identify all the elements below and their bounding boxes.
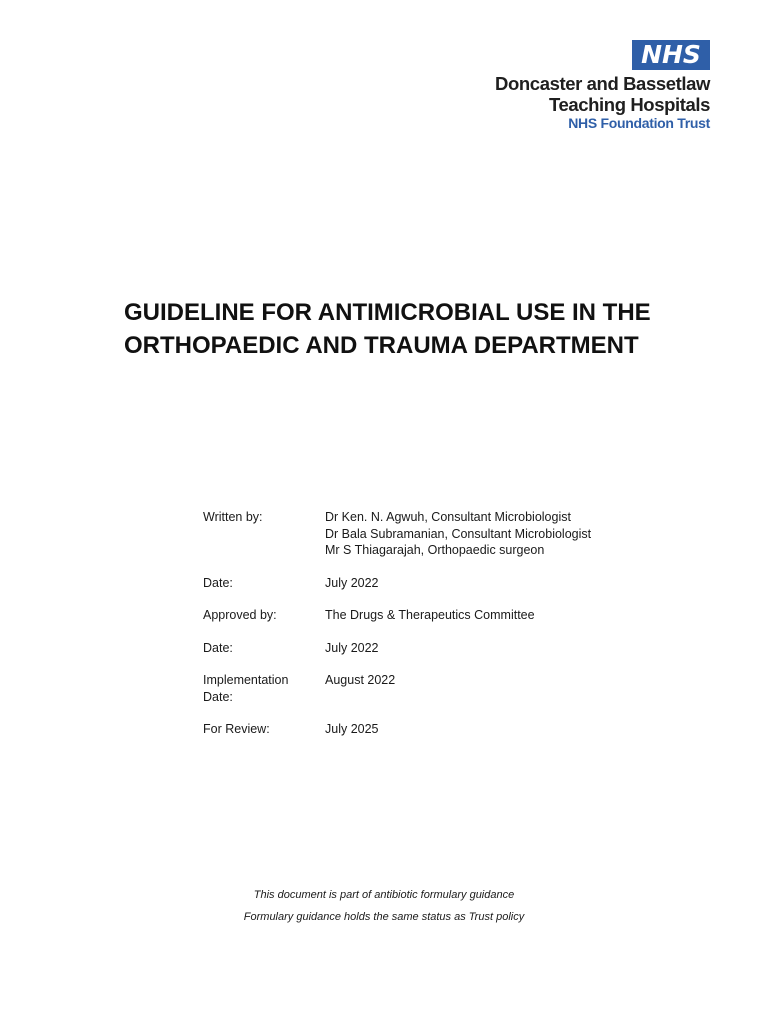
date-row <box>203 575 643 592</box>
implementation-date-value: August 2022 <box>325 673 396 687</box>
nhs-trust-logo <box>470 40 710 132</box>
author-1: Dr Ken. N. Agwuh, Consultant Microbiologist <box>325 510 571 524</box>
implementation-date-row <box>203 672 643 705</box>
org-name-line-1: Doncaster and Bassetlaw <box>495 73 710 94</box>
implementation-date-label <box>203 672 325 705</box>
footer-line-1: This document is part of antibiotic formulary guidance <box>253 889 515 901</box>
org-name-line-2: Teaching Hospitals <box>548 94 710 115</box>
for-review-label: For Review: <box>203 722 270 736</box>
document-title <box>124 296 684 362</box>
footer-note <box>0 884 768 928</box>
approval-date-label: Date: <box>203 640 233 655</box>
implementation-date-label-line-1: Implementation <box>203 673 289 687</box>
approved-by-label: Approved by: <box>203 608 277 622</box>
footer-line-2: Formulary guidance holds the same status as Trust policy <box>243 911 525 923</box>
trust-name: NHS Foundation Trust <box>568 115 710 131</box>
implementation-date-label-line-2: Date: <box>203 689 233 704</box>
author-2: Dr Bala Subramanian, Consultant Microbiologist <box>325 526 592 541</box>
document-title-line-2: ORTHOPAEDIC AND TRAUMA DEPARTMENT <box>124 332 639 359</box>
written-by-row <box>203 509 643 559</box>
author-3: Mr S Thiagarajah, Orthopaedic surgeon <box>325 543 545 557</box>
nhs-badge: NHS <box>632 40 710 70</box>
written-by-value <box>325 509 643 559</box>
approval-date-value: July 2022 <box>325 640 379 655</box>
document-metadata <box>203 509 643 754</box>
for-review-row <box>203 721 643 738</box>
date-value: July 2022 <box>325 575 379 590</box>
written-by-label: Written by: <box>203 510 263 524</box>
for-review-value: July 2025 <box>325 722 379 736</box>
approved-by-row <box>203 607 643 624</box>
date-label: Date: <box>203 575 233 590</box>
approval-date-row <box>203 640 643 657</box>
document-title-line-1: GUIDELINE FOR ANTIMICROBIAL USE IN THE <box>124 299 651 326</box>
approved-by-value: The Drugs & Therapeutics Committee <box>325 608 535 622</box>
